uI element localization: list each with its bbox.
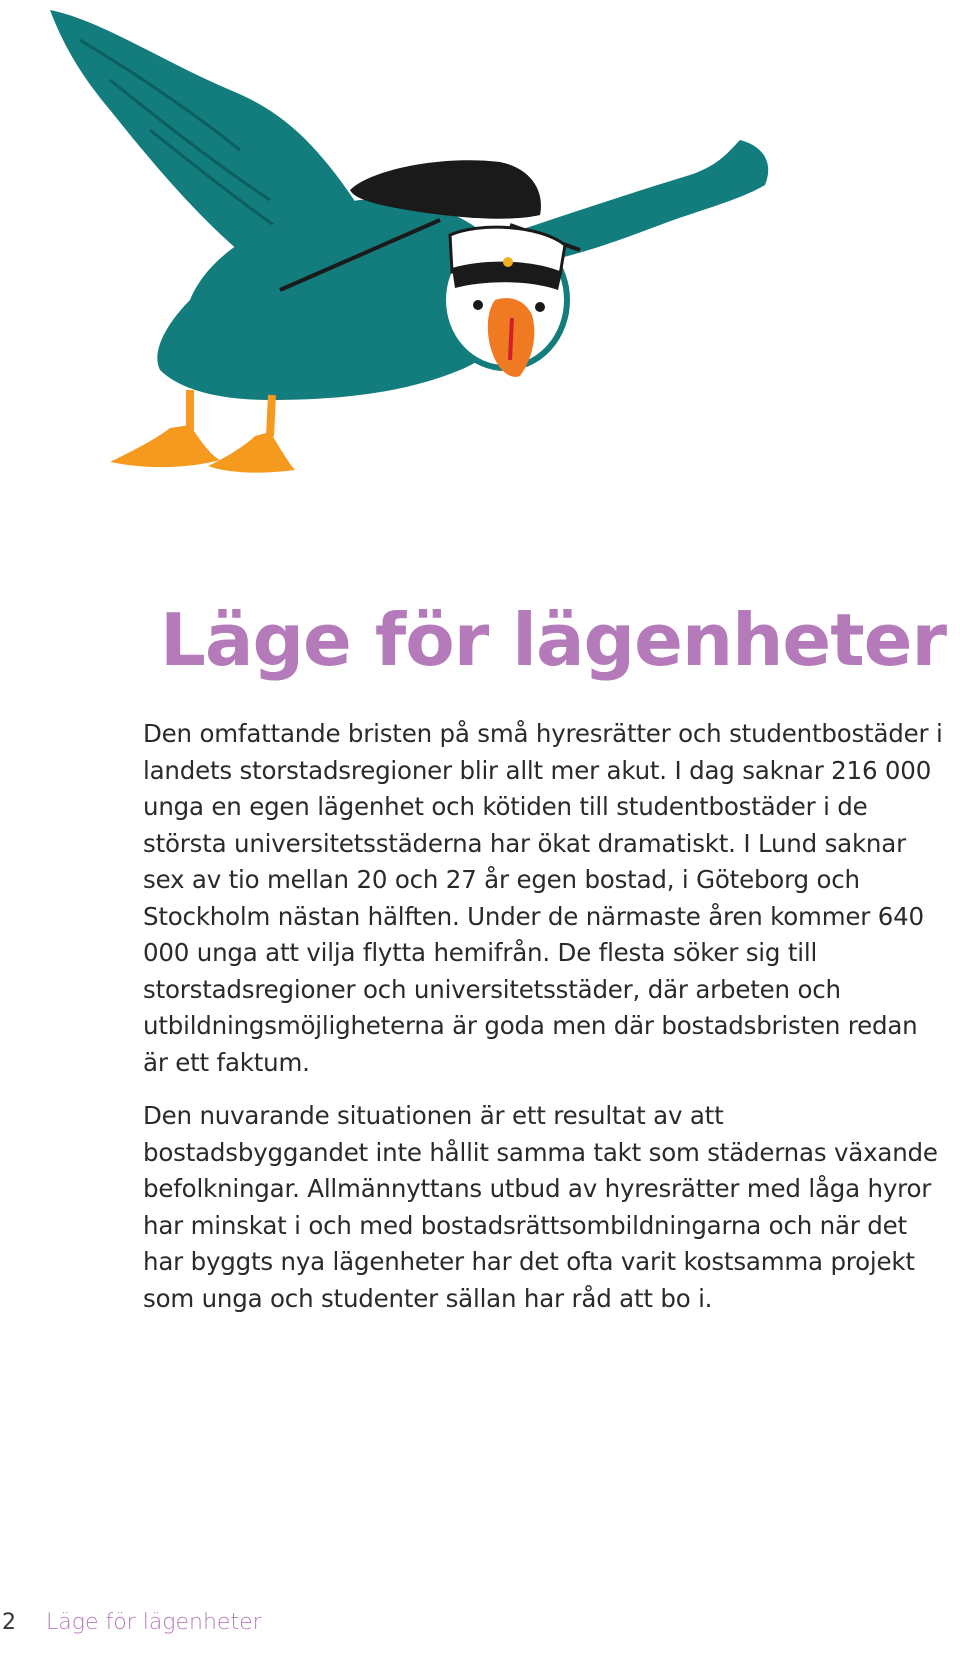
bird-eye-right	[535, 302, 545, 312]
paragraph-2: Den nuvarande situationen är ett resultat av att bostadsbyggandet inte hållit samma takt som städernas växande befolkningar. Allmännyttans utbud av hyresrätter med låga hyror har minskat i och med bostadsrättsombildningarna och när det har byggts nya lägenheter har det ofta varit kostsamma projekt som unga och studenter sällan har råd att bo i.	[143, 1101, 938, 1313]
running-title: Läge för lägenheter	[46, 1610, 262, 1635]
bird-foot-right	[208, 432, 295, 473]
article-body	[143, 716, 948, 1334]
page-title: Läge för lägenheter	[160, 598, 947, 682]
page-number: 2	[2, 1610, 16, 1635]
bird-eye-left	[473, 300, 483, 310]
flying-bird-illustration	[40, 0, 800, 510]
page-footer	[0, 1610, 262, 1635]
paragraph-1: Den omfattande bristen på små hyresrätter och studentbostäder i landets storstadsregioner blir allt mer akut. I dag saknar 216 000 unga en egen lägenhet och kötiden till studentbostäder i de största universitetsstäderna har ökat dramatiskt. I Lund saknar sex av tio mellan 20 och 27 år egen bostad, i Göteborg och Stockholm nästan hälften. Under de närmaste åren kommer 640 000 unga att vilja flytta hemifrån. De flesta söker sig till storstadsregioner och universitetsstäder, där arbeten och utbildningsmöjligheterna är goda men där bostadsbristen redan är ett faktum.	[143, 719, 943, 1077]
bird-foot-left	[110, 425, 220, 467]
